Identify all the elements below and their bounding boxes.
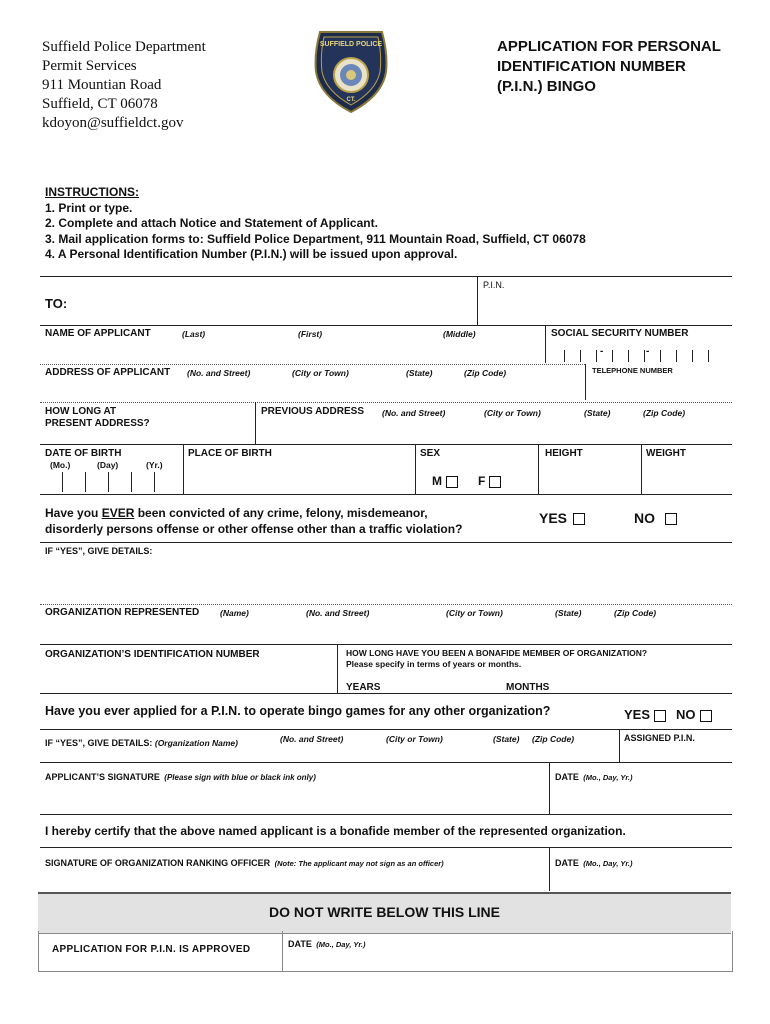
conviction-yes-checkbox[interactable] <box>573 513 585 525</box>
address-state-hint: (State) <box>406 368 433 378</box>
org-id-label: ORGANIZATION’S IDENTIFICATION NUMBER <box>45 649 260 660</box>
pin-other-question: Have you ever applied for a P.I.N. to operate bingo games for any other organization? <box>45 704 551 718</box>
divider <box>545 325 546 363</box>
rule <box>40 276 732 277</box>
address-zip-hint: (Zip Code) <box>464 368 507 378</box>
tick <box>580 350 581 362</box>
email-address: kdoyon@suffieldct.gov <box>42 115 184 131</box>
officer-signature-label: SIGNATURE OF ORGANIZATION RANKING OFFICER <box>45 858 271 868</box>
divider <box>282 931 283 971</box>
no-label: NO <box>634 510 655 526</box>
membership-line2: Please specify in terms of years or months. <box>346 659 522 669</box>
rule <box>40 729 732 730</box>
dob-field[interactable] <box>45 470 179 494</box>
address-line: 911 Mountian Road <box>42 77 162 93</box>
how-long-field[interactable] <box>150 416 250 440</box>
place-of-birth-label: PLACE OF BIRTH <box>188 448 272 459</box>
org-city-hint: (City or Town) <box>446 608 503 618</box>
pin-other-no-checkbox[interactable] <box>700 710 712 722</box>
telephone-label: TELEPHONE NUMBER <box>592 366 673 375</box>
assigned-pin-label: ASSIGNED P.I.N. <box>624 733 695 743</box>
certification-statement: I hereby certify that the above named applicant is a bonafide member of the represented organization. <box>45 824 626 838</box>
height-field[interactable] <box>545 462 637 492</box>
title-line: IDENTIFICATION NUMBER <box>497 58 686 75</box>
address-street-hint: (No. and Street) <box>187 368 251 378</box>
signature-date-field[interactable] <box>555 780 730 812</box>
female-checkbox[interactable] <box>489 476 501 488</box>
rule <box>40 847 732 848</box>
rule <box>40 542 732 543</box>
title-line: APPLICATION FOR PERSONAL <box>497 38 721 55</box>
tick <box>612 350 613 362</box>
instruction-item: 1. Print or type. <box>45 200 133 215</box>
rule <box>40 762 732 763</box>
conviction-ever: EVER <box>101 506 135 520</box>
height-label: HEIGHT <box>545 448 583 459</box>
no-label: NO <box>676 707 696 722</box>
dob-month-hint: (Mo.) <box>50 460 71 470</box>
title-line: (P.I.N.) BINGO <box>497 78 596 95</box>
approval-date-field[interactable] <box>288 946 728 968</box>
conviction-no-checkbox[interactable] <box>665 513 677 525</box>
applicant-address-field[interactable] <box>45 380 581 400</box>
ssn-dash: - <box>646 346 650 357</box>
divider <box>549 762 550 814</box>
tick <box>85 472 86 492</box>
divider <box>549 847 550 891</box>
tick <box>131 472 132 492</box>
badge-top-text: SUFFIELD POLICE <box>319 41 383 48</box>
to-label: TO: <box>45 296 68 311</box>
sex-male-option[interactable] <box>432 474 458 488</box>
pin-field[interactable] <box>482 292 730 324</box>
pin-other-yes-checkbox[interactable] <box>654 710 666 722</box>
rule <box>40 364 585 365</box>
divider <box>619 729 620 762</box>
org-state-hint: (State) <box>555 608 582 618</box>
org-id-field[interactable] <box>45 662 333 690</box>
divider <box>538 444 539 494</box>
yes-label: YES <box>539 510 568 526</box>
dob-day-hint: (Day) <box>97 460 119 470</box>
address-line: Permit Services <box>42 58 137 74</box>
ssn-dash: - <box>600 346 604 357</box>
date-note: (Mo., Day, Yr.) <box>583 859 633 868</box>
pin-other-yes-option[interactable] <box>624 707 666 722</box>
tick <box>676 350 677 362</box>
months-field[interactable] <box>556 676 726 692</box>
date-label: DATE <box>555 772 579 782</box>
organization-field[interactable] <box>45 620 730 642</box>
telephone-field[interactable] <box>590 378 730 400</box>
rule <box>40 814 732 815</box>
assigned-pin-field[interactable] <box>624 745 730 761</box>
name-last-hint: (Last) <box>182 329 206 339</box>
signature-note: (Please sign with blue or black ink only) <box>164 773 316 782</box>
organization-label: ORGANIZATION REPRESENTED <box>45 607 200 618</box>
name-first-hint: (First) <box>298 329 323 339</box>
sex-female-option[interactable] <box>478 474 501 488</box>
pin-label: P.I.N. <box>483 280 505 290</box>
to-field[interactable] <box>75 292 473 324</box>
months-label: MONTHS <box>506 682 550 693</box>
applicant-signature-field[interactable] <box>45 780 545 812</box>
divider <box>641 444 642 494</box>
how-long-label <box>45 406 150 430</box>
date-label: DATE <box>288 939 312 949</box>
place-of-birth-field[interactable] <box>188 462 410 492</box>
signature-label: APPLICANT’S SIGNATURE <box>45 772 160 782</box>
name-middle-hint: (Middle) <box>443 329 476 339</box>
applicant-name-field[interactable] <box>45 342 541 362</box>
officer-signature-field[interactable] <box>45 866 545 890</box>
divider <box>585 364 586 400</box>
divider <box>337 644 338 693</box>
city2-hint: (City or Town) <box>386 734 443 744</box>
tick <box>628 350 629 362</box>
tick <box>708 350 709 362</box>
divider <box>477 276 478 326</box>
name-label: NAME OF APPLICANT <box>45 328 151 339</box>
ssn-label: SOCIAL SECURITY NUMBER <box>551 328 689 339</box>
date-note: (Mo., Day, Yr.) <box>316 940 366 949</box>
conviction-prefix: Have you <box>45 506 102 520</box>
tick <box>692 350 693 362</box>
how-long-line: PRESENT ADDRESS? <box>45 418 150 429</box>
conviction-details-field[interactable] <box>45 558 730 602</box>
ssn-field[interactable] <box>550 340 730 364</box>
address-line: Suffield, CT 06078 <box>42 96 158 112</box>
sex-male-label: M <box>432 474 442 488</box>
tick <box>660 350 661 362</box>
rule <box>40 444 732 445</box>
prev-state-hint: (State) <box>584 408 611 418</box>
years-field[interactable] <box>386 676 501 692</box>
conviction-rest: been convicted of any crime, felony, misdemeanor, <box>134 506 428 520</box>
address-city-hint: (City or Town) <box>292 368 349 378</box>
dob-year-hint: (Yr.) <box>146 460 163 470</box>
prev-street-hint: (No. and Street) <box>382 408 446 418</box>
approved-label: APPLICATION FOR P.I.N. IS APPROVED <box>52 944 251 955</box>
pin-other-details-field[interactable] <box>45 745 615 761</box>
org-name-hint: (Name) <box>220 608 249 618</box>
form-title <box>497 37 721 97</box>
previous-address-field[interactable] <box>261 420 730 442</box>
prev-city-hint: (City or Town) <box>484 408 541 418</box>
tick <box>108 472 109 492</box>
badge-bottom-text: CT. <box>346 97 356 103</box>
tick <box>564 350 565 362</box>
weight-field[interactable] <box>646 462 730 492</box>
years-label: YEARS <box>346 682 381 693</box>
org-street-hint: (No. and Street) <box>306 608 370 618</box>
sex-female-label: F <box>478 474 486 488</box>
address-line: Suffield Police Department <box>42 39 206 55</box>
date-note: (Mo., Day, Yr.) <box>583 773 633 782</box>
rule <box>40 693 732 694</box>
instructions <box>45 185 586 263</box>
sex-label: SEX <box>420 448 441 459</box>
state2-hint: (State) <box>493 734 520 744</box>
rule <box>40 494 732 495</box>
date-label: DATE <box>555 858 579 868</box>
previous-address-label: PREVIOUS ADDRESS <box>261 406 364 417</box>
rule <box>40 644 732 645</box>
dob-label: DATE OF BIRTH <box>45 448 122 459</box>
if-yes-label: IF “YES”, GIVE DETAILS: <box>45 738 155 748</box>
instruction-item: 3. Mail application forms to: Suffield Police Department, 911 Mountain Road, Suffield, CT 06078 <box>45 231 586 246</box>
tick <box>644 350 645 362</box>
instructions-heading: INSTRUCTIONS: <box>45 185 139 199</box>
rule <box>40 402 732 403</box>
zip2-hint: (Zip Code) <box>532 734 575 744</box>
how-long-line: HOW LONG AT <box>45 406 117 417</box>
officer-date-field[interactable] <box>555 866 730 890</box>
department-address <box>42 38 206 133</box>
pin-other-no-option[interactable] <box>676 707 712 722</box>
police-badge-logo <box>308 28 394 114</box>
rule <box>40 325 732 326</box>
conviction-no-option[interactable] <box>634 510 677 526</box>
do-not-write-heading: DO NOT WRITE BELOW THIS LINE <box>269 904 500 920</box>
divider <box>255 402 256 444</box>
prev-zip-hint: (Zip Code) <box>643 408 686 418</box>
yes-label: YES <box>624 707 651 722</box>
org-zip-hint: (Zip Code) <box>614 608 657 618</box>
tick <box>62 472 63 492</box>
street2-hint: (No. and Street) <box>280 734 344 744</box>
address-label: ADDRESS OF APPLICANT <box>45 367 171 378</box>
conviction-yes-option[interactable] <box>539 510 585 526</box>
conviction-line2: disorderly persons offense or other offense other than a traffic violation? <box>45 522 463 536</box>
membership-line1: HOW LONG HAVE YOU BEEN A BONAFIDE MEMBER OF ORGANIZATION? <box>346 648 648 658</box>
tick <box>154 472 155 492</box>
male-checkbox[interactable] <box>446 476 458 488</box>
org-name2-hint: (Organization Name) <box>154 738 238 748</box>
divider <box>183 444 184 494</box>
officer-note: (Note: The applicant may not sign as an officer) <box>274 859 444 868</box>
instruction-item: 4. A Personal Identification Number (P.I.N.) will be issued upon approval. <box>45 247 458 261</box>
divider <box>415 444 416 494</box>
conviction-details-label: IF “YES”, GIVE DETAILS: <box>45 546 153 556</box>
tick <box>596 350 597 362</box>
membership-question <box>346 648 647 670</box>
rule <box>40 604 732 605</box>
conviction-question <box>45 505 462 537</box>
instruction-item: 2. Complete and attach Notice and Statement of Applicant. <box>45 216 378 230</box>
weight-label: WEIGHT <box>646 448 686 459</box>
